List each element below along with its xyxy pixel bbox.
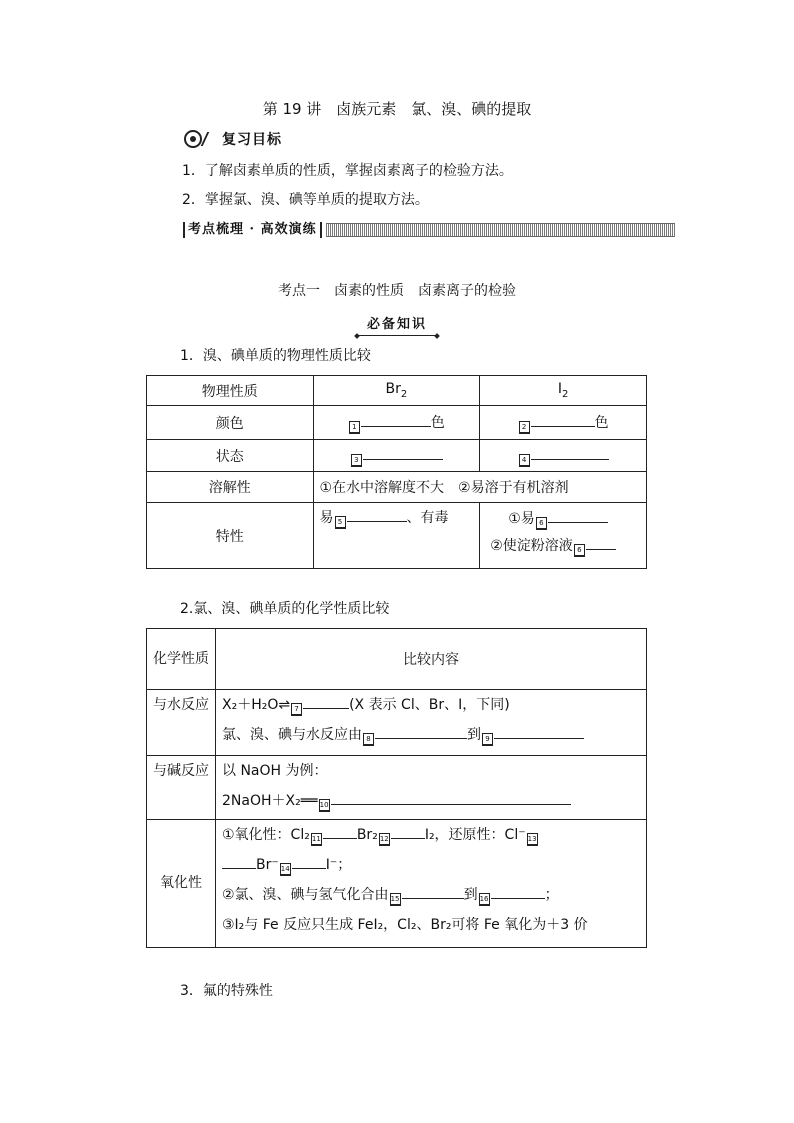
chemical-properties-table bbox=[146, 628, 647, 948]
row-label: 与碱反应 bbox=[147, 756, 216, 820]
answer-marker-icon: 4 bbox=[519, 454, 530, 467]
header-cell: 比较内容 bbox=[216, 629, 647, 690]
content-cell: 以 NaOH 为例： 2NaOH＋X₂══ 10 bbox=[216, 756, 647, 820]
banner-bar bbox=[326, 223, 675, 237]
answer-marker-icon: 7 bbox=[291, 703, 302, 716]
section2-title: 2.氯、溴、碘单质的化学性质比较 bbox=[180, 601, 390, 617]
table-row bbox=[147, 629, 647, 690]
solubility-text: ①在水中溶解度不大 ②易溶于有机溶剂 bbox=[313, 472, 647, 503]
kaodian-title: 考点一 卤素的性质 卤素离子的检验 bbox=[278, 283, 516, 299]
physical-properties-table bbox=[146, 375, 647, 569]
answer-marker-icon: 9 bbox=[482, 733, 493, 746]
answer-marker-icon: 1 bbox=[349, 421, 360, 434]
table-row bbox=[147, 503, 647, 569]
section1-title: 1．溴、碘单质的物理性质比较 bbox=[180, 348, 371, 364]
content-cell: ①氧化性：Cl₂ 11 Br₂ 12 I₂，还原性：Cl⁻ 13 Br⁻ 14 I⁻； ②氯、溴、碘与氢气化合由 15 到 16 ； ③I₂与 Fe 反应只生成 FeI₂，Cl₂、Br₂可将 Fe 氧化为＋3 价 bbox=[216, 820, 647, 948]
answer-marker-icon: 10 bbox=[319, 799, 330, 812]
header-cell: 化学性质 bbox=[147, 629, 216, 690]
row-label: 特性 bbox=[147, 503, 314, 569]
goal-item-1: 1．了解卤素单质的性质，掌握卤素离子的检验方法。 bbox=[182, 163, 513, 179]
table-row bbox=[147, 406, 647, 440]
section3-title: 3．氟的特殊性 bbox=[180, 983, 273, 999]
answer-cell bbox=[480, 440, 647, 472]
answer-marker-icon: 6 bbox=[574, 544, 585, 557]
answer-marker-icon: 8 bbox=[363, 733, 374, 746]
feather-icon bbox=[201, 132, 222, 146]
row-label: 状态 bbox=[147, 440, 314, 472]
table-row bbox=[147, 690, 647, 756]
table-row bbox=[147, 376, 647, 406]
goals-title: 复习目标 bbox=[222, 132, 282, 148]
answer-marker-icon: 5 bbox=[335, 516, 346, 529]
answer-cell: ①易 6 ②使淀粉溶液 6 bbox=[480, 503, 647, 569]
table-row bbox=[147, 756, 647, 820]
section-banner bbox=[183, 221, 675, 239]
doc-title: 第 19 讲 卤族元素 氯、溴、碘的提取 bbox=[262, 100, 532, 118]
row-label: 溶解性 bbox=[147, 472, 314, 503]
row-label: 氧化性 bbox=[147, 820, 216, 948]
answer-cell: 2 色 bbox=[480, 406, 647, 440]
answer-marker-icon: 13 bbox=[527, 833, 538, 846]
answer-marker-icon: 2 bbox=[519, 421, 530, 434]
answer-marker-icon: 11 bbox=[311, 833, 322, 846]
content-cell: X₂＋H₂O⇌ 7 (X 表示 Cl、Br、I，下同) 氯、溴、碘与水反应由 8 到 9 bbox=[216, 690, 647, 756]
review-goals-heading bbox=[184, 128, 282, 150]
answer-cell bbox=[313, 440, 480, 472]
banner-label: 考点梳理 · 高效演练 bbox=[183, 222, 322, 238]
target-icon bbox=[184, 130, 202, 148]
row-label: 颜色 bbox=[147, 406, 314, 440]
answer-marker-icon: 15 bbox=[390, 893, 401, 906]
answer-marker-icon: 3 bbox=[351, 454, 362, 467]
answer-cell: 1 色 bbox=[313, 406, 480, 440]
header-cell-i2: $I_2$ bbox=[480, 376, 647, 406]
answer-marker-icon: 16 bbox=[479, 893, 490, 906]
answer-marker-icon: 12 bbox=[379, 833, 390, 846]
answer-cell: 易 5 、有毒 bbox=[313, 503, 480, 569]
must-know-label: 必备知识 bbox=[355, 313, 439, 336]
header-cell: 物理性质 bbox=[147, 376, 314, 406]
header-cell-br2: $Br_2$ bbox=[313, 376, 480, 406]
must-know-heading bbox=[0, 313, 794, 336]
table-row bbox=[147, 820, 647, 948]
answer-marker-icon: 6 bbox=[536, 517, 547, 530]
table-row bbox=[147, 472, 647, 503]
table-row bbox=[147, 440, 647, 472]
goal-item-2: 2．掌握氯、溴、碘等单质的提取方法。 bbox=[182, 192, 429, 208]
row-label: 与水反应 bbox=[147, 690, 216, 756]
answer-marker-icon: 14 bbox=[280, 863, 291, 876]
